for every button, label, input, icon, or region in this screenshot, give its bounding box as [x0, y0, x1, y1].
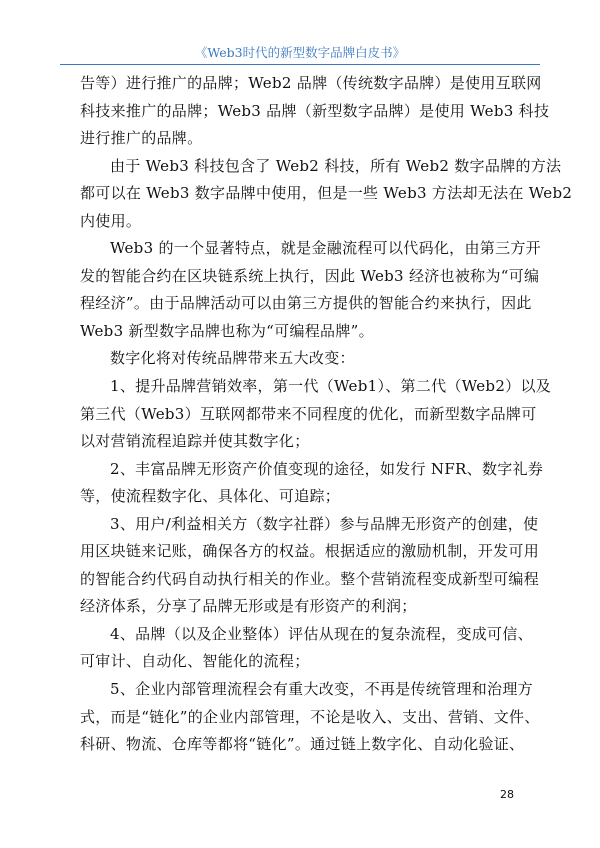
- paragraph-line: 第三代（Web3）互联网都带来不同程度的优化，而新型数字品牌可: [80, 404, 537, 423]
- paragraph-line: 发的智能合约在区块链系统上执行，因此 Web3 经济也被称为“可编: [80, 266, 540, 285]
- body-text: [80, 70, 573, 759]
- paragraph-line: 4、品牌（以及企业整体）评估从现在的复杂流程，变成可信、: [110, 624, 533, 643]
- paragraph-line: 以对营销流程追踪并使其数字化；: [80, 432, 310, 451]
- paragraph-line: 等，使流程数字化、具体化、可追踪；: [80, 487, 341, 506]
- paragraph-line: 告等）进行推广的品牌；Web2 品牌（传统数字品牌）是使用互联网: [80, 74, 542, 92]
- paragraph-line: 式，而是“链化”的企业内部管理，不论是收入、支出、营销、文件、: [80, 707, 540, 726]
- page-number: 28: [500, 788, 514, 801]
- paragraph-line: 1、提升品牌营销效率，第一代（Web1）、第二代（Web2）以及: [110, 377, 552, 396]
- paragraph-line: 数字化将对传统品牌带来五大改变：: [110, 349, 355, 368]
- paragraph-line: 都可以在 Web3 数字品牌中使用，但是一些 Web3 方法却无法在 Web2: [80, 184, 573, 203]
- paragraph-line: 进行推广的品牌。: [80, 129, 203, 148]
- paragraph-line: Web3 的一个显著特点，就是金融流程可以代码化，由第三方开: [110, 239, 541, 258]
- paragraph-line: 内使用。: [80, 211, 142, 230]
- paragraph-line: 用区块链来记账，确保各方的权益。根据适应的激励机制，开发可用: [80, 542, 540, 561]
- paragraph-line: 2、丰富品牌无形资产价值变现的途径，如发行 NFR、数字礼券: [110, 459, 544, 478]
- paragraph-line: 由于 Web3 科技包含了 Web2 科技，所有 Web2 数字品牌的方法: [110, 156, 562, 175]
- paragraph-line: Web3 新型数字品牌也称为“可编程品牌”。: [80, 321, 374, 340]
- paragraph-line: 5、企业内部管理流程会有重大改变，不再是传统管理和治理方: [110, 680, 533, 699]
- header-rule: [60, 64, 540, 65]
- paragraph-line: 的智能合约代码自动执行相关的作业。整个营销流程变成新型可编程: [80, 569, 540, 588]
- paragraph-line: 科研、物流、仓库等都将“链化”。通过链上数字化、自动化验证、: [80, 735, 525, 754]
- paragraph-line: 可审计、自动化、智能化的流程；: [80, 652, 310, 671]
- paragraph-line: 科技来推广的品牌；Web3 品牌（新型数字品牌）是使用 Web3 科技: [80, 101, 550, 120]
- paragraph-line: 程经济”。由于品牌活动可以由第三方提供的智能合约来执行，因此: [80, 294, 532, 313]
- paragraph-line: 3、用户/利益相关方（数字社群）参与品牌无形资产的创建，使: [110, 514, 539, 533]
- paragraph-line: 经济体系，分享了品牌无形或是有形资产的利润；: [80, 597, 417, 616]
- running-header: 《Web3时代的新型数字品牌白皮书》: [194, 45, 406, 60]
